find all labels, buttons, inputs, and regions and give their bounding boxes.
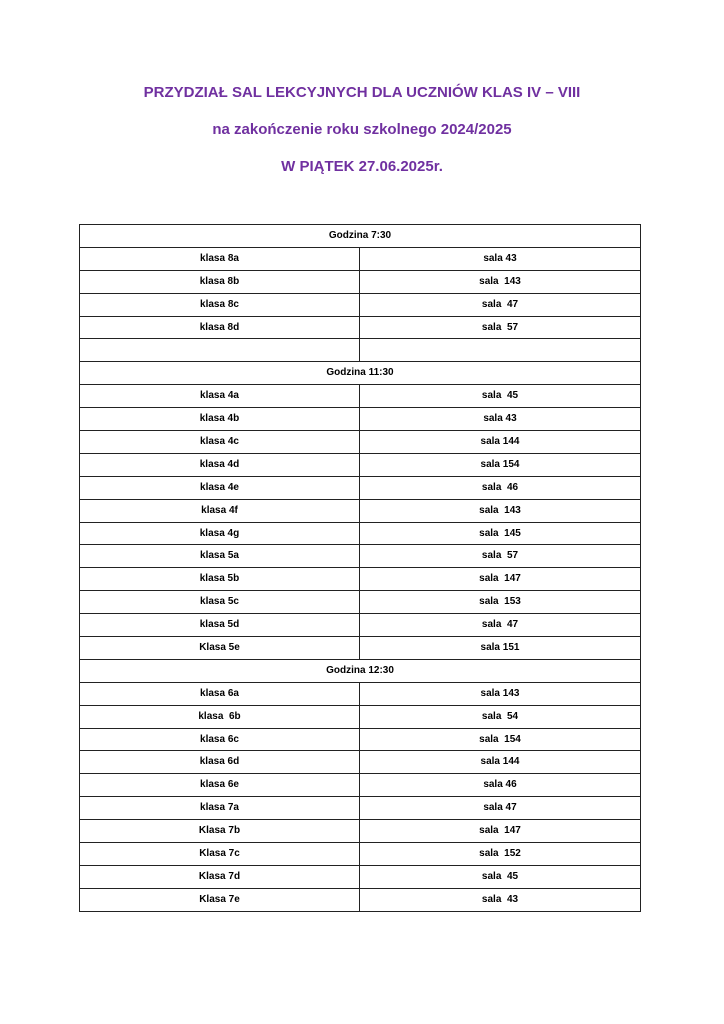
room-number: sala 154 bbox=[360, 728, 641, 751]
room-number: sala 43 bbox=[360, 888, 641, 911]
class-name: klasa 8d bbox=[80, 316, 360, 339]
table-row bbox=[80, 476, 641, 499]
class-name: klasa 8b bbox=[80, 270, 360, 293]
document-subtitle: na zakończenie roku szkolnego 2024/2025 bbox=[212, 121, 512, 138]
table-row bbox=[80, 316, 641, 339]
class-name: Klasa 7e bbox=[80, 888, 360, 911]
table-row bbox=[80, 843, 641, 866]
class-name: klasa 6a bbox=[80, 682, 360, 705]
class-name: klasa 6b bbox=[80, 705, 360, 728]
class-name: Klasa 7d bbox=[80, 865, 360, 888]
section-heading: Godzina 11:30 bbox=[80, 362, 641, 385]
class-name: klasa 6d bbox=[80, 751, 360, 774]
document-header bbox=[0, 84, 724, 176]
class-name: Klasa 5e bbox=[80, 637, 360, 660]
class-name: klasa 4e bbox=[80, 476, 360, 499]
room-number: sala 45 bbox=[360, 385, 641, 408]
class-name: klasa 5d bbox=[80, 614, 360, 637]
document-date: W PIĄTEK 27.06.2025r. bbox=[281, 158, 443, 175]
classroom-schedule-table bbox=[79, 224, 641, 912]
room-number: sala 152 bbox=[360, 843, 641, 866]
class-name: klasa 8a bbox=[80, 247, 360, 270]
section-heading-row bbox=[80, 659, 641, 682]
table-row bbox=[80, 820, 641, 843]
room-number: sala 43 bbox=[360, 247, 641, 270]
class-name: klasa 4a bbox=[80, 385, 360, 408]
class-name: Klasa 7b bbox=[80, 820, 360, 843]
table-row bbox=[80, 797, 641, 820]
table-row bbox=[80, 270, 641, 293]
room-number: sala 46 bbox=[360, 476, 641, 499]
table-row bbox=[80, 453, 641, 476]
table-row bbox=[80, 774, 641, 797]
table-row bbox=[80, 682, 641, 705]
class-name: Klasa 7c bbox=[80, 843, 360, 866]
room-number: sala 54 bbox=[360, 705, 641, 728]
room-number: sala 45 bbox=[360, 865, 641, 888]
room-number: sala 147 bbox=[360, 568, 641, 591]
table-row bbox=[80, 614, 641, 637]
class-name: klasa 5b bbox=[80, 568, 360, 591]
class-name: klasa 4g bbox=[80, 522, 360, 545]
room-number: sala 144 bbox=[360, 751, 641, 774]
table-row bbox=[80, 751, 641, 774]
room-number: sala 47 bbox=[360, 293, 641, 316]
class-name: klasa 6e bbox=[80, 774, 360, 797]
section-heading: Godzina 12:30 bbox=[80, 659, 641, 682]
class-name: klasa 4b bbox=[80, 408, 360, 431]
table-row bbox=[80, 247, 641, 270]
class-name: klasa 7a bbox=[80, 797, 360, 820]
room-number: sala 57 bbox=[360, 545, 641, 568]
room-number: sala 143 bbox=[360, 499, 641, 522]
room-number: sala 147 bbox=[360, 820, 641, 843]
class-name: klasa 5a bbox=[80, 545, 360, 568]
table-row bbox=[80, 408, 641, 431]
room-number: sala 153 bbox=[360, 591, 641, 614]
document-title: PRZYDZIAŁ SAL LEKCYJNYCH DLA UCZNIÓW KLAS IV – VIII bbox=[143, 84, 581, 101]
room-number: sala 47 bbox=[360, 614, 641, 637]
class-name: klasa 6c bbox=[80, 728, 360, 751]
table-row bbox=[80, 431, 641, 454]
room-number: sala 144 bbox=[360, 431, 641, 454]
class-name: klasa 4c bbox=[80, 431, 360, 454]
room-number: sala 43 bbox=[360, 408, 641, 431]
room-number: sala 151 bbox=[360, 637, 641, 660]
room-number: sala 143 bbox=[360, 270, 641, 293]
table-row bbox=[80, 545, 641, 568]
class-name: klasa 8c bbox=[80, 293, 360, 316]
table-row bbox=[80, 293, 641, 316]
empty-cell bbox=[80, 339, 360, 362]
table-row bbox=[80, 728, 641, 751]
spacer-row bbox=[80, 339, 641, 362]
table-row bbox=[80, 637, 641, 660]
class-name: klasa 4f bbox=[80, 499, 360, 522]
room-number: sala 145 bbox=[360, 522, 641, 545]
table-row bbox=[80, 568, 641, 591]
table-row bbox=[80, 705, 641, 728]
room-number: sala 143 bbox=[360, 682, 641, 705]
class-name: klasa 5c bbox=[80, 591, 360, 614]
table-row bbox=[80, 888, 641, 911]
class-name: klasa 4d bbox=[80, 453, 360, 476]
table-row bbox=[80, 522, 641, 545]
table-row bbox=[80, 499, 641, 522]
section-heading-row bbox=[80, 362, 641, 385]
section-heading: Godzina 7:30 bbox=[80, 225, 641, 248]
table-row bbox=[80, 865, 641, 888]
table-row bbox=[80, 385, 641, 408]
table-row bbox=[80, 591, 641, 614]
empty-cell bbox=[360, 339, 641, 362]
room-number: sala 154 bbox=[360, 453, 641, 476]
room-number: sala 47 bbox=[360, 797, 641, 820]
room-number: sala 46 bbox=[360, 774, 641, 797]
room-number: sala 57 bbox=[360, 316, 641, 339]
section-heading-row bbox=[80, 225, 641, 248]
